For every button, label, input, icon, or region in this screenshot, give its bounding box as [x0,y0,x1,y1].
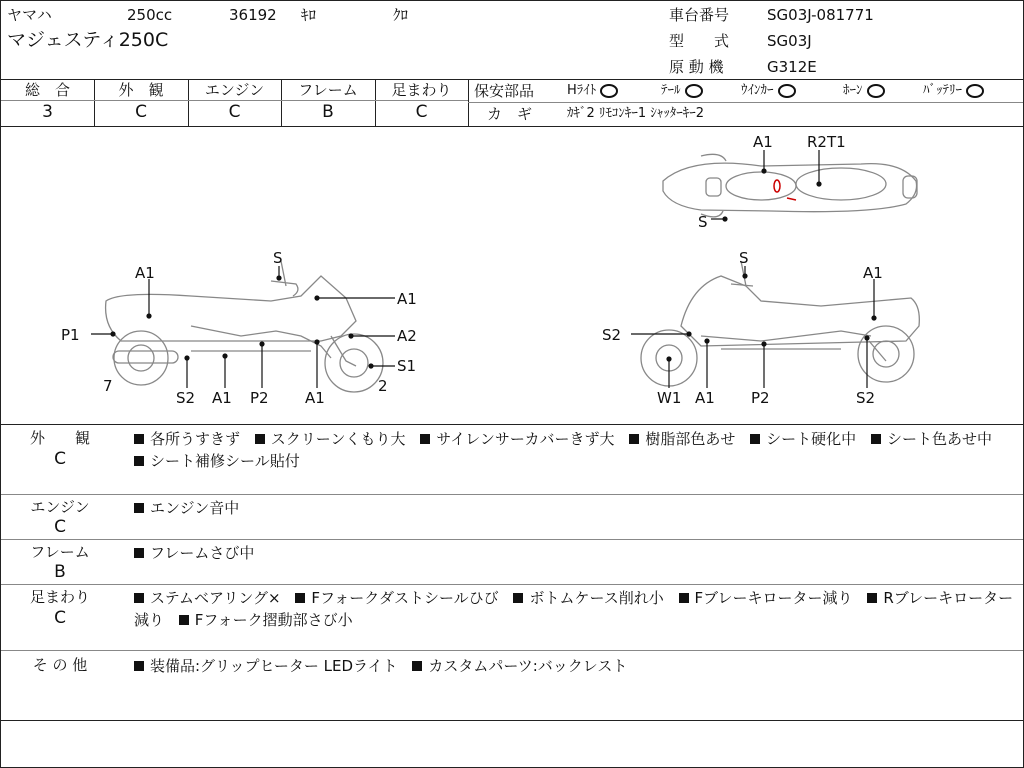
safety-battery: ﾊﾞｯﾃﾘｰ [923,82,984,100]
remarks-label: エンジン [30,498,90,516]
damage-diagram [1,126,1023,424]
displacement: 250cc [127,6,173,24]
remarks-label: フレーム [30,543,90,561]
diagram-label: P2 [250,389,269,407]
maker: ヤマハ [7,6,52,24]
diagram-label: A1 [212,389,232,407]
remarks-grade: C [54,449,66,469]
remarks-label: 足まわり [29,588,90,606]
safety-winker: ｳｲﾝｶｰ [741,82,796,100]
grade-header-overall: 総 合 [24,81,70,99]
diagram-label: A2 [397,327,417,345]
diagram-label: A1 [863,264,883,282]
engine-value: G312E [767,58,817,76]
remarks-grade: B [54,562,66,582]
diagram-label: P2 [751,389,770,407]
engine-label: 原 動 機 [669,58,724,76]
safety-headlight: Hﾗｲﾄ [567,82,618,100]
diagram-label: S [698,213,708,231]
grade-engine: C [228,102,241,122]
mileage-unit: ｷﾛ [301,6,317,24]
remarks-grade: C [54,608,66,628]
grade-header-frame: フレーム [298,81,358,99]
diagram-label: P1 [61,326,80,344]
diagram-label: A1 [753,133,773,151]
diagram-label: A1 [135,264,155,282]
diagram-label: A1 [397,290,417,308]
remarks-text: 装備品:グリップヒーター LEDライト カスタムパーツ:バックレスト [134,655,1014,677]
grade-suspension: C [415,102,428,122]
diagram-label: S2 [176,389,196,407]
grade-overall: 3 [42,102,53,122]
top-view-outline [663,163,917,212]
ok-circle-icon [778,84,796,98]
remarks-text: エンジン音中 [134,497,1014,519]
remarks-text: 各所うすきず スクリーンくもり大 サイレンサーカバーきず大 樹脂部色あせ シート硬化中 シート色あせ中 シート補修シール貼付 [134,428,1014,472]
remarks-text: フレームさび中 [134,542,1014,564]
ok-circle-icon [685,84,703,98]
key-label: カ ギ [487,105,533,123]
diagram-label: S2 [602,326,622,344]
grade-header-engine: エンジン [204,81,265,99]
safety-label: 保安部品 [474,82,535,100]
grade-header-suspension: 足まわり [391,81,452,99]
diagram-label: S2 [856,389,876,407]
key-value: ｶｷﾞ2 ﾘﾓｺﾝｷｰ1 ｼｬｯﾀｰｷｰ2 [567,106,705,121]
safety-horn: ﾎｰﾝ [843,82,885,100]
diagram-label: S [739,249,749,267]
safety-tail: ﾃｰﾙ [661,82,703,100]
diagram-label: S1 [397,357,417,375]
diagram-label: R2T1 [807,133,846,151]
diagram-label: W1 [657,389,682,407]
frame-no-label: 車台番号 [669,6,730,24]
ok-circle-icon [966,84,984,98]
remarks-label: そ の 他 [32,656,88,674]
diagram-label: 7 [103,377,113,395]
type-value: SG03J [767,32,812,50]
color: ｸﾛ [393,6,409,24]
diagram-label: A1 [305,389,325,407]
mileage: 36192 [229,6,277,24]
model-name: マジェスティ250C [7,29,169,51]
remarks-grade: C [54,517,66,537]
grade-frame: B [322,102,334,122]
grade-exterior: C [135,102,147,122]
ok-circle-icon [600,84,618,98]
remarks-label: 外 観 [29,429,90,447]
type-label: 型 式 [669,32,730,50]
remarks-text: ステムベアリング× Fフォークダストシールひび ボトムケース削れ小 Fブレーキローター減り Rブレーキローター減り Fフォーク摺動部さび小 [134,589,1014,629]
diagram-label: S [273,249,283,267]
frame-no: SG03J-081771 [767,6,874,24]
diagram-label: A1 [695,389,715,407]
diagram-label: 2 [378,377,388,395]
ok-circle-icon [867,84,885,98]
grade-header-exterior: 外 観 [118,81,164,99]
